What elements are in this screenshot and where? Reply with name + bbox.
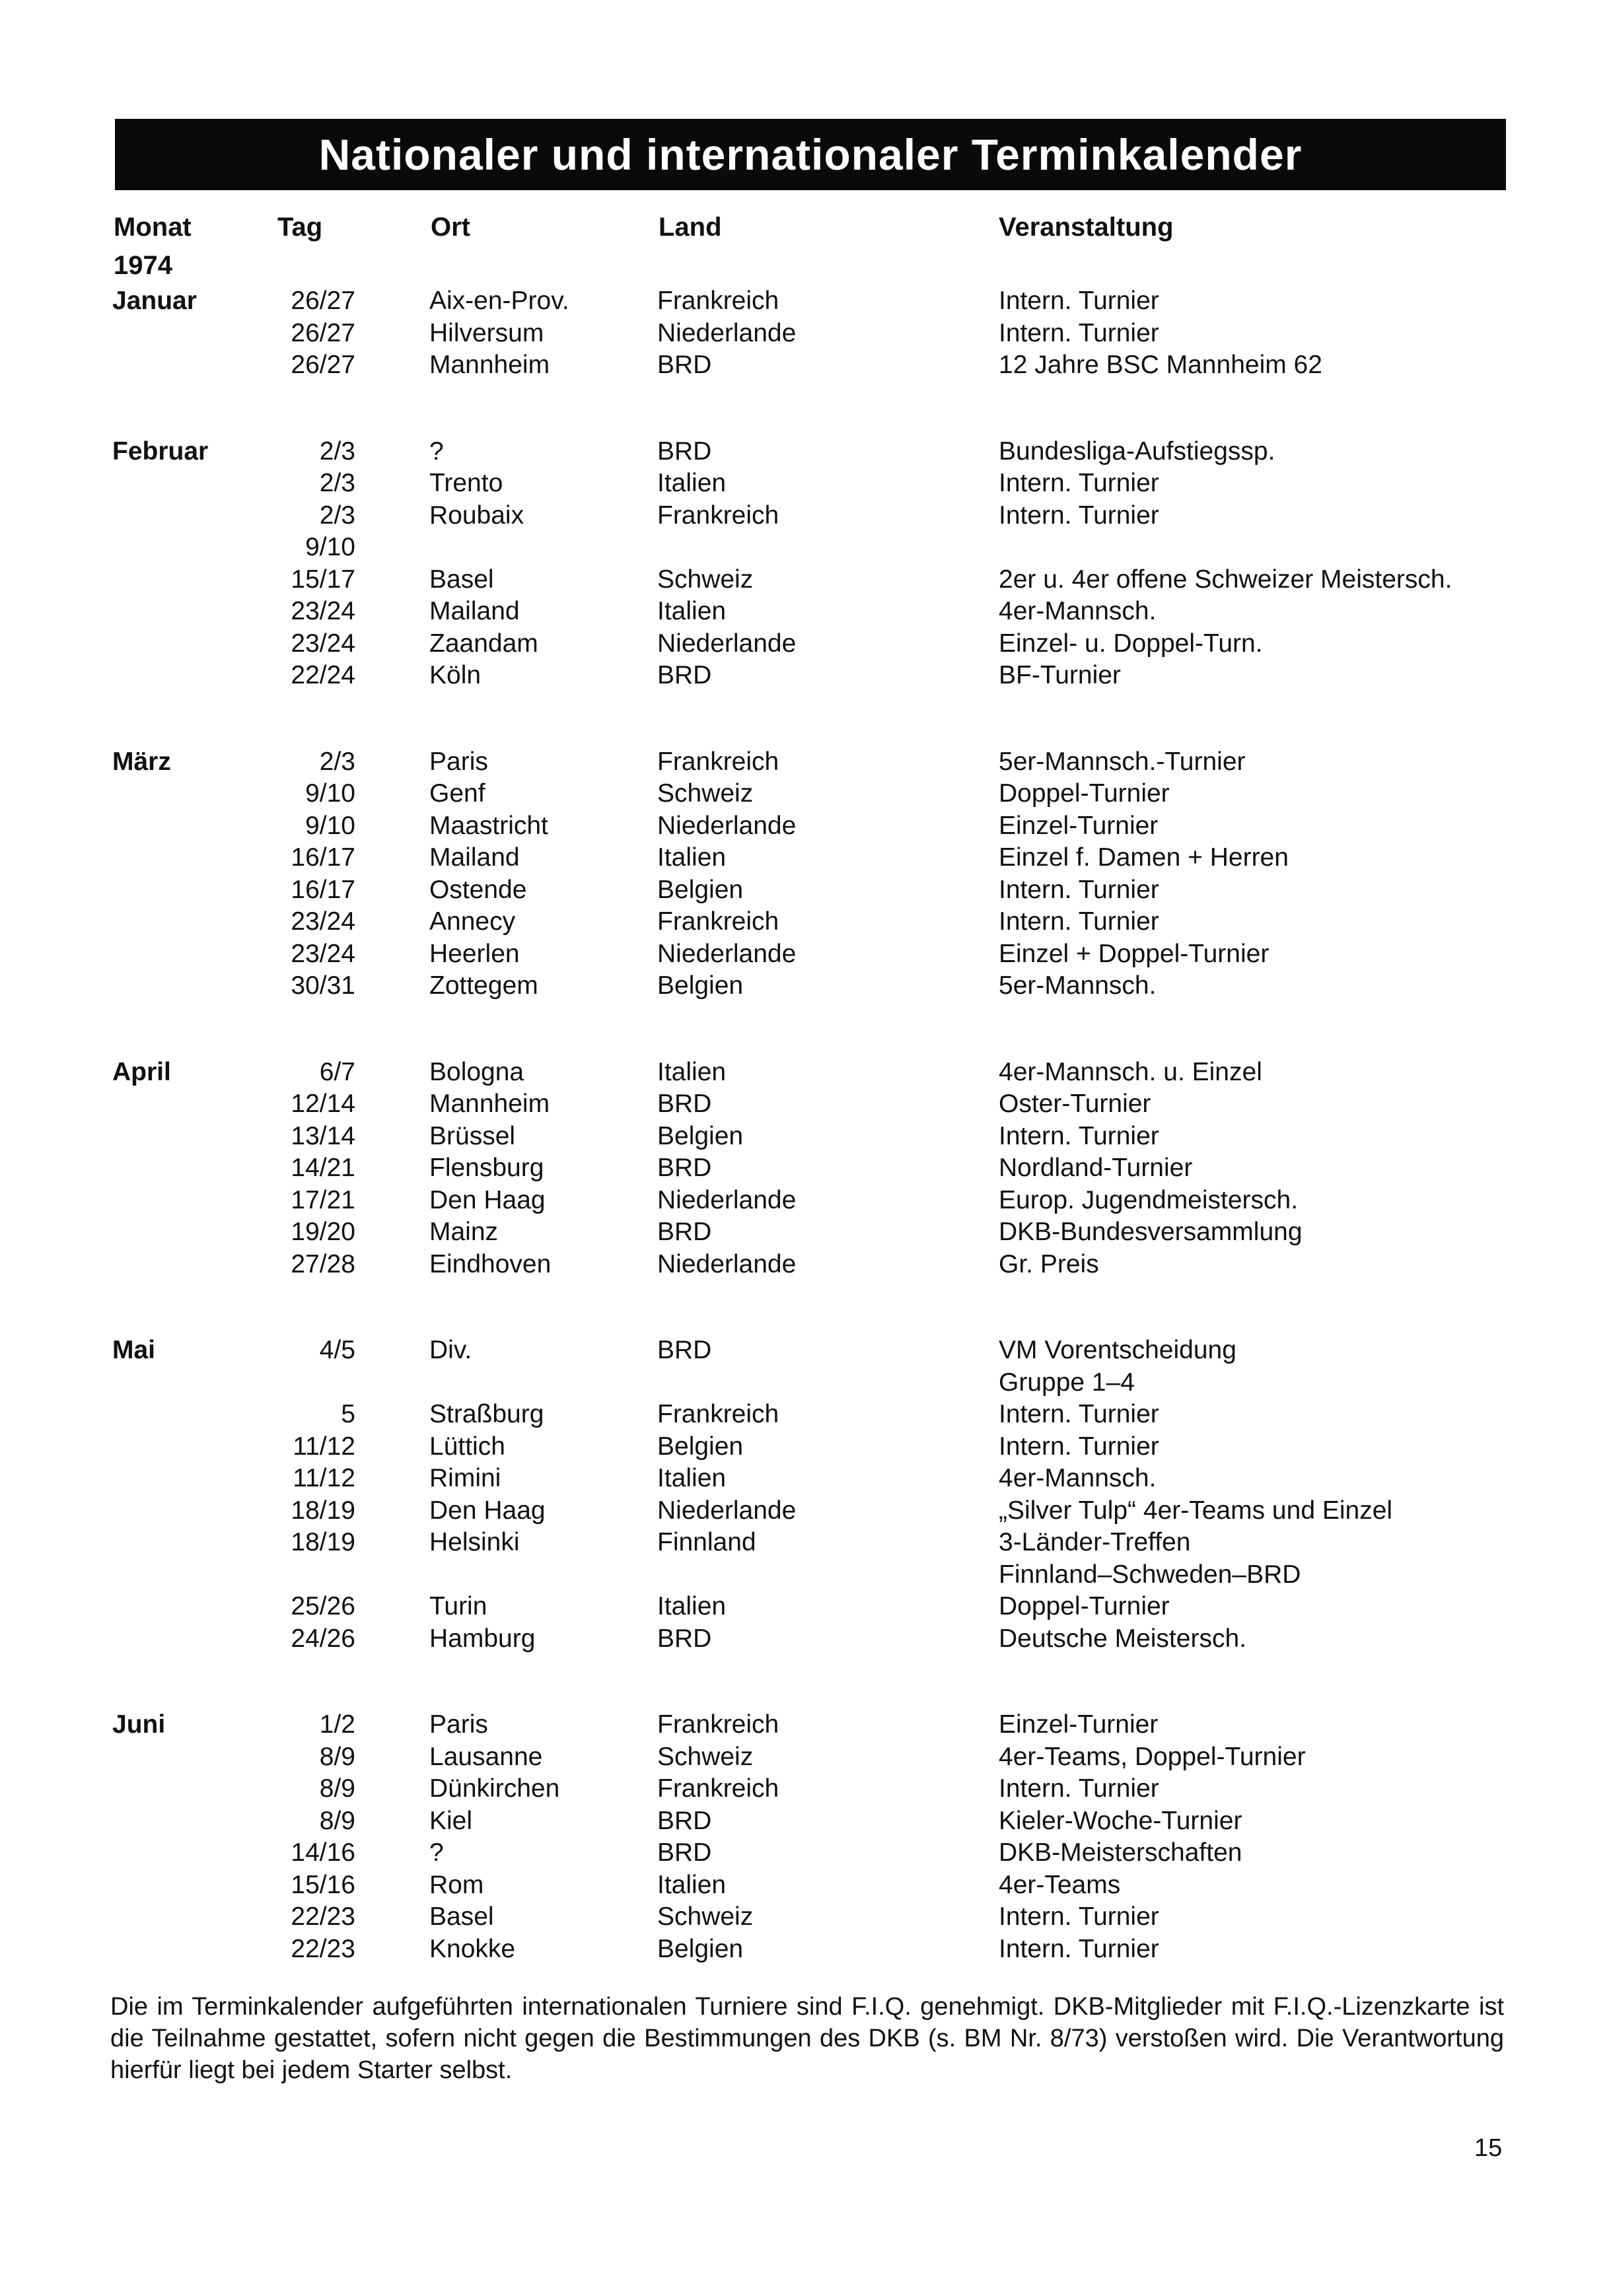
cell-land: BRD — [657, 351, 712, 379]
table-row — [0, 349, 1611, 382]
cell-tag: 9/10 — [305, 779, 355, 808]
month-name: Mai — [112, 1336, 156, 1364]
cell-land: Frankreich — [657, 501, 779, 530]
table-row — [0, 1495, 1611, 1527]
month-name: April — [112, 1057, 171, 1086]
cell-veranstaltung: Kieler-Woche-Turnier — [999, 1806, 1242, 1835]
cell-tag: 18/19 — [291, 1496, 355, 1525]
cell-tag: 26/27 — [291, 351, 355, 379]
page-number: 15 — [1474, 2134, 1503, 2162]
cell-veranstaltung: Intern. Turnier — [999, 469, 1159, 497]
table-row — [0, 1367, 1611, 1399]
month-spacer — [0, 1002, 1611, 1057]
cell-veranstaltung: Doppel-Turnier — [999, 779, 1170, 808]
cell-ort: Heerlen — [429, 939, 520, 968]
cell-land: Italien — [657, 843, 727, 872]
cell-ort: Mainz — [429, 1218, 499, 1246]
cell-tag: 4/5 — [319, 1336, 355, 1364]
cell-land: Frankreich — [657, 907, 779, 936]
cell-ort: Basel — [429, 1902, 494, 1931]
cell-land: Niederlande — [657, 318, 797, 347]
table-row — [0, 1933, 1611, 1966]
cell-land: Schweiz — [657, 779, 754, 808]
cell-ort: Helsinki — [429, 1528, 520, 1556]
cell-tag: 23/24 — [291, 597, 355, 625]
cell-veranstaltung: 3-Länder-Treffen — [999, 1528, 1191, 1556]
cell-land: Niederlande — [657, 811, 797, 840]
cell-land: BRD — [657, 1624, 712, 1653]
cell-veranstaltung: Intern. Turnier — [999, 318, 1159, 347]
cell-tag: 23/24 — [291, 629, 355, 658]
cell-tag: 2/3 — [319, 501, 355, 530]
cell-ort: Straßburg — [429, 1400, 544, 1428]
cell-ort: Genf — [429, 779, 485, 808]
cell-ort: Maastricht — [429, 811, 548, 840]
table-row — [0, 778, 1611, 810]
table-row — [0, 1901, 1611, 1933]
cell-land: Belgien — [657, 875, 744, 904]
column-header-monat: Monat — [114, 213, 192, 242]
column-header-tag: Tag — [277, 213, 323, 242]
cell-veranstaltung: 5er-Mannsch. — [999, 971, 1157, 1000]
cell-veranstaltung: 4er-Teams — [999, 1870, 1121, 1899]
table-row — [0, 628, 1611, 660]
month-group-4 — [0, 1335, 1611, 1655]
cell-ort: Lausanne — [429, 1742, 543, 1771]
cell-land: BRD — [657, 1336, 712, 1364]
cell-land: Belgien — [657, 971, 744, 1000]
cell-ort: Den Haag — [429, 1496, 546, 1525]
cell-veranstaltung: „Silver Tulp“ 4er-Teams und Einzel — [999, 1496, 1393, 1525]
table-row — [0, 660, 1611, 692]
month-group-3 — [0, 1057, 1611, 1281]
cell-tag: 9/10 — [305, 811, 355, 840]
cell-land: Italien — [657, 1057, 727, 1086]
cell-land: Schweiz — [657, 1742, 754, 1771]
table-row — [0, 906, 1611, 938]
cell-tag: 11/12 — [293, 1432, 355, 1461]
cell-ort: Kiel — [429, 1806, 473, 1835]
table-row — [0, 970, 1611, 1002]
cell-veranstaltung: Einzel-Turnier — [999, 811, 1159, 840]
table-row — [0, 1837, 1611, 1869]
cell-land: Niederlande — [657, 939, 797, 968]
table-row — [0, 1709, 1611, 1741]
cell-veranstaltung: 4er-Mannsch. — [999, 597, 1157, 625]
cell-veranstaltung: Einzel + Doppel-Turnier — [999, 939, 1270, 968]
cell-ort: Div. — [429, 1336, 472, 1364]
month-name: Februar — [112, 436, 209, 466]
table-row — [0, 1527, 1611, 1559]
cell-tag: 18/19 — [291, 1528, 355, 1556]
month-group-0 — [0, 285, 1611, 382]
year-label: 1974 — [114, 251, 172, 280]
table-row — [0, 1623, 1611, 1655]
title-banner — [115, 119, 1506, 190]
table-row — [0, 1121, 1611, 1153]
cell-tag: 23/24 — [291, 907, 355, 936]
table-row — [0, 1057, 1611, 1089]
cell-veranstaltung: Intern. Turnier — [999, 907, 1159, 936]
column-header-ort: Ort — [431, 213, 470, 242]
table-row — [0, 1869, 1611, 1902]
cell-ort: Paris — [429, 1710, 488, 1739]
cell-tag: 26/27 — [291, 287, 355, 315]
cell-land: Schweiz — [657, 565, 754, 594]
cell-ort: Turin — [429, 1592, 487, 1620]
month-spacer — [0, 692, 1611, 746]
cell-ort: Den Haag — [429, 1185, 546, 1214]
cell-ort: Paris — [429, 747, 488, 776]
cell-ort: Aix-en-Prov. — [429, 287, 569, 315]
table-row — [0, 1431, 1611, 1463]
cell-veranstaltung: Gruppe 1–4 — [999, 1368, 1135, 1397]
table-row — [0, 1088, 1611, 1121]
cell-land: Frankreich — [657, 1400, 779, 1428]
cell-tag: 8/9 — [319, 1742, 355, 1771]
cell-veranstaltung: 2er u. 4er offene Schweizer Meistersch. — [999, 565, 1452, 594]
footnote: Die im Terminkalender aufgeführten internationalen Turniere sind F.I.Q. genehmigt. DKB-Mitglieder mit F.I.Q.-Lizenzkarte ist die Teilnahme gestattet, sofern nicht gegen die Bestimmungen des DKB (s. BM Nr. 8/73) verstoßen wird. Die Verantwortung hierfür liegt bei jedem Starter selbst. — [110, 1993, 1504, 2084]
cell-veranstaltung: Doppel-Turnier — [999, 1592, 1170, 1620]
cell-veranstaltung: Europ. Jugendmeistersch. — [999, 1185, 1299, 1214]
cell-veranstaltung: DKB-Bundesversammlung — [999, 1218, 1303, 1246]
cell-veranstaltung: Intern. Turnier — [999, 1902, 1159, 1931]
cell-veranstaltung: Intern. Turnier — [999, 501, 1159, 530]
table-row — [0, 318, 1611, 350]
month-name: Juni — [112, 1710, 166, 1739]
table-row — [0, 532, 1611, 564]
table-row — [0, 1591, 1611, 1623]
cell-land: Frankreich — [657, 1710, 779, 1739]
table-row — [0, 1463, 1611, 1495]
cell-veranstaltung: Nordland-Turnier — [999, 1154, 1193, 1182]
cell-land: BRD — [657, 436, 712, 466]
month-spacer — [0, 1655, 1611, 1709]
cell-veranstaltung: Intern. Turnier — [999, 1400, 1159, 1428]
cell-veranstaltung: 5er-Mannsch.-Turnier — [999, 747, 1246, 776]
cell-land: Finnland — [657, 1528, 756, 1556]
cell-land: Frankreich — [657, 1774, 779, 1803]
cell-veranstaltung: Intern. Turnier — [999, 1934, 1159, 1963]
cell-ort: Annecy — [429, 907, 516, 936]
cell-tag: 16/17 — [291, 875, 355, 904]
cell-tag: 2/3 — [319, 747, 355, 776]
cell-land: Italien — [657, 597, 727, 625]
cell-land: Italien — [657, 1870, 727, 1899]
cell-veranstaltung: VM Vorentscheidung — [999, 1336, 1236, 1364]
cell-land: Niederlande — [657, 1249, 797, 1278]
table-row — [0, 285, 1611, 318]
table-row — [0, 1805, 1611, 1838]
cell-veranstaltung: Deutsche Meistersch. — [999, 1624, 1246, 1653]
cell-land: Belgien — [657, 1934, 744, 1963]
column-header-land: Land — [659, 213, 722, 242]
cell-ort: Mannheim — [429, 351, 550, 379]
table-row — [0, 874, 1611, 907]
cell-land: Niederlande — [657, 1185, 797, 1214]
table-row — [0, 1185, 1611, 1217]
cell-veranstaltung: Einzel- u. Doppel-Turn. — [999, 629, 1263, 658]
cell-ort: Köln — [429, 661, 482, 689]
cell-tag: 12/14 — [291, 1090, 355, 1118]
cell-veranstaltung: Gr. Preis — [999, 1249, 1099, 1278]
cell-veranstaltung: 4er-Teams, Doppel-Turnier — [999, 1742, 1306, 1771]
cell-ort: Rimini — [429, 1464, 501, 1492]
cell-tag: 25/26 — [291, 1592, 355, 1620]
cell-veranstaltung: Bundesliga-Aufstiegssp. — [999, 436, 1275, 466]
cell-land: Schweiz — [657, 1902, 754, 1931]
cell-ort: ? — [429, 1838, 444, 1867]
cell-land: Italien — [657, 1592, 727, 1620]
cell-ort: Bologna — [429, 1057, 524, 1086]
month-spacer — [0, 382, 1611, 436]
cell-tag: 24/26 — [291, 1624, 355, 1653]
cell-tag: 16/17 — [291, 843, 355, 872]
cell-veranstaltung: 12 Jahre BSC Mannheim 62 — [999, 351, 1322, 379]
cell-tag: 17/21 — [291, 1185, 355, 1214]
cell-ort: Brüssel — [429, 1121, 516, 1150]
table-row — [0, 1559, 1611, 1591]
cell-veranstaltung: 4er-Mannsch. u. Einzel — [999, 1057, 1262, 1086]
cell-land: Belgien — [657, 1121, 744, 1150]
cell-land: BRD — [657, 1218, 712, 1246]
cell-tag: 6/7 — [319, 1057, 355, 1086]
cell-ort: ? — [429, 436, 444, 466]
cell-ort: Flensburg — [429, 1154, 544, 1182]
cell-tag: 22/23 — [291, 1902, 355, 1931]
table-row — [0, 1399, 1611, 1431]
table-row — [0, 468, 1611, 500]
table-row — [0, 938, 1611, 971]
cell-ort: Dünkirchen — [429, 1774, 560, 1803]
table-row — [0, 500, 1611, 532]
cell-veranstaltung: Intern. Turnier — [999, 875, 1159, 904]
cell-ort: Basel — [429, 565, 494, 594]
cell-veranstaltung: Intern. Turnier — [999, 287, 1159, 315]
cell-veranstaltung: Intern. Turnier — [999, 1774, 1159, 1803]
cell-land: Italien — [657, 469, 727, 497]
cell-ort: Mailand — [429, 843, 520, 872]
cell-ort: Eindhoven — [429, 1249, 552, 1278]
table-row — [0, 1216, 1611, 1249]
cell-veranstaltung: 4er-Mannsch. — [999, 1464, 1157, 1492]
cell-land: BRD — [657, 1806, 712, 1835]
event-calendar-table — [0, 285, 1611, 1965]
cell-tag: 1/2 — [319, 1710, 355, 1739]
cell-tag: 8/9 — [319, 1774, 355, 1803]
cell-ort: Trento — [429, 469, 503, 497]
month-name: März — [112, 747, 171, 776]
cell-land: Frankreich — [657, 287, 779, 315]
table-row — [0, 1249, 1611, 1281]
cell-tag: 5 — [341, 1400, 355, 1428]
cell-tag: 13/14 — [291, 1121, 355, 1150]
cell-tag: 15/17 — [291, 565, 355, 594]
cell-tag: 23/24 — [291, 939, 355, 968]
cell-land: BRD — [657, 661, 712, 689]
cell-veranstaltung: Einzel-Turnier — [999, 1710, 1159, 1739]
cell-tag: 14/21 — [291, 1154, 355, 1182]
cell-land: Niederlande — [657, 629, 797, 658]
cell-veranstaltung: BF-Turnier — [999, 661, 1121, 689]
cell-tag: 30/31 — [291, 971, 355, 1000]
cell-ort: Zottegem — [429, 971, 538, 1000]
cell-tag: 27/28 — [291, 1249, 355, 1278]
table-row — [0, 746, 1611, 779]
cell-tag: 8/9 — [319, 1806, 355, 1835]
table-row — [0, 564, 1611, 596]
cell-land: Italien — [657, 1464, 727, 1492]
cell-ort: Mannheim — [429, 1090, 550, 1118]
table-row — [0, 1335, 1611, 1367]
cell-ort: Lüttich — [429, 1432, 505, 1461]
cell-ort: Hilversum — [429, 318, 544, 347]
cell-tag: 11/12 — [293, 1464, 355, 1492]
cell-tag: 22/23 — [291, 1934, 355, 1963]
cell-ort: Knokke — [429, 1934, 516, 1963]
cell-ort: Ostende — [429, 875, 527, 904]
cell-veranstaltung: Intern. Turnier — [999, 1432, 1159, 1461]
cell-tag: 19/20 — [291, 1218, 355, 1246]
table-row — [0, 596, 1611, 628]
cell-tag: 14/16 — [291, 1838, 355, 1867]
cell-land: BRD — [657, 1838, 712, 1867]
cell-ort: Zaandam — [429, 629, 538, 658]
table-row — [0, 810, 1611, 843]
page-title: Nationaler und internationaler Terminkalender — [318, 130, 1303, 179]
cell-ort: Mailand — [429, 597, 520, 625]
cell-land: Frankreich — [657, 747, 779, 776]
cell-tag: 2/3 — [319, 469, 355, 497]
month-name: Januar — [112, 287, 197, 315]
cell-veranstaltung: Einzel f. Damen + Herren — [999, 843, 1289, 872]
cell-land: BRD — [657, 1090, 712, 1118]
table-row — [0, 1152, 1611, 1185]
cell-land: Niederlande — [657, 1496, 797, 1525]
month-group-1 — [0, 436, 1611, 692]
cell-veranstaltung: Intern. Turnier — [999, 1121, 1159, 1150]
month-spacer — [0, 1280, 1611, 1335]
cell-veranstaltung: DKB-Meisterschaften — [999, 1838, 1242, 1867]
cell-tag: 9/10 — [305, 533, 355, 561]
cell-ort: Rom — [429, 1870, 484, 1899]
cell-tag: 22/24 — [291, 661, 355, 689]
month-group-2 — [0, 746, 1611, 1002]
cell-tag: 15/16 — [291, 1870, 355, 1899]
cell-veranstaltung: Finnland–Schweden–BRD — [999, 1560, 1301, 1589]
cell-tag: 2/3 — [319, 436, 355, 466]
cell-veranstaltung: Oster-Turnier — [999, 1090, 1151, 1118]
column-header-veranstaltung: Veranstaltung — [999, 213, 1174, 242]
cell-land: Belgien — [657, 1432, 744, 1461]
table-row — [0, 1773, 1611, 1805]
cell-land: BRD — [657, 1154, 712, 1182]
cell-ort: Hamburg — [429, 1624, 536, 1653]
table-row — [0, 842, 1611, 874]
cell-ort: Roubaix — [429, 501, 524, 530]
cell-tag: 26/27 — [291, 318, 355, 347]
month-group-5 — [0, 1709, 1611, 1965]
table-row — [0, 1741, 1611, 1774]
table-row — [0, 436, 1611, 468]
